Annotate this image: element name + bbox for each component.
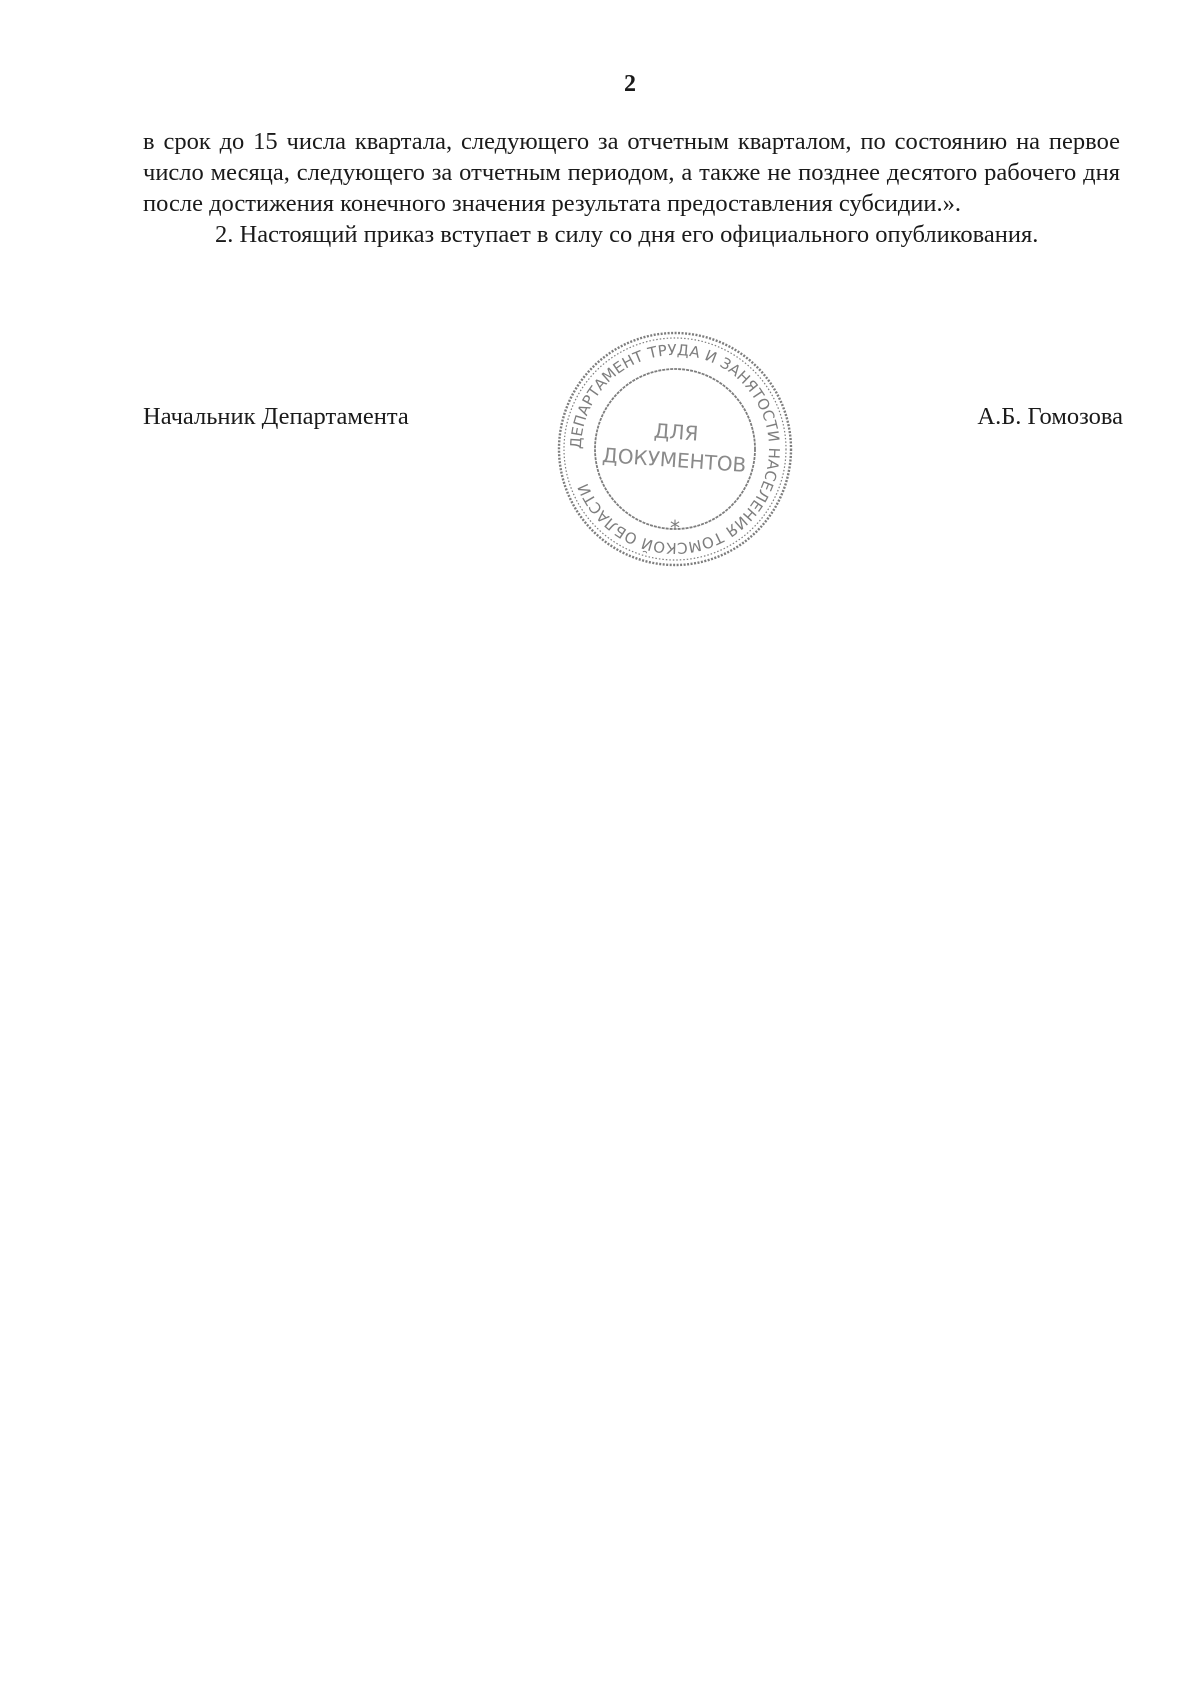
- paragraph-effective-date: 2. Настоящий приказ вступает в силу со дня его официального опубликования.: [215, 221, 1039, 248]
- signer-position: Начальник Департамента: [143, 403, 409, 430]
- seal-star: *: [670, 516, 680, 540]
- paragraph-deadline: в срок до 15 числа квартала, следующего за отчетным кварталом, по состоянию на первое число месяца, следующего за отчетным периодом, а также не позднее десятого рабочего дня после достижения конечного значения результата предоставления субсидии.».: [143, 128, 1120, 217]
- signer-name: А.Б. Гомозова: [977, 403, 1123, 430]
- seal-center-line-2: ДОКУМЕНТОВ: [601, 442, 748, 477]
- seal-ring-textpath: ДЕПАРТАМЕНТ ТРУДА И ЗАНЯТОСТИ НАСЕЛЕНИЯ ТОМСКОЙ ОБЛАСТИ: [566, 340, 784, 558]
- seal-center-line-1: ДЛЯ: [653, 418, 700, 446]
- document-body: [143, 126, 1120, 250]
- page-number: 2: [624, 71, 636, 97]
- official-seal-stamp: [553, 327, 797, 571]
